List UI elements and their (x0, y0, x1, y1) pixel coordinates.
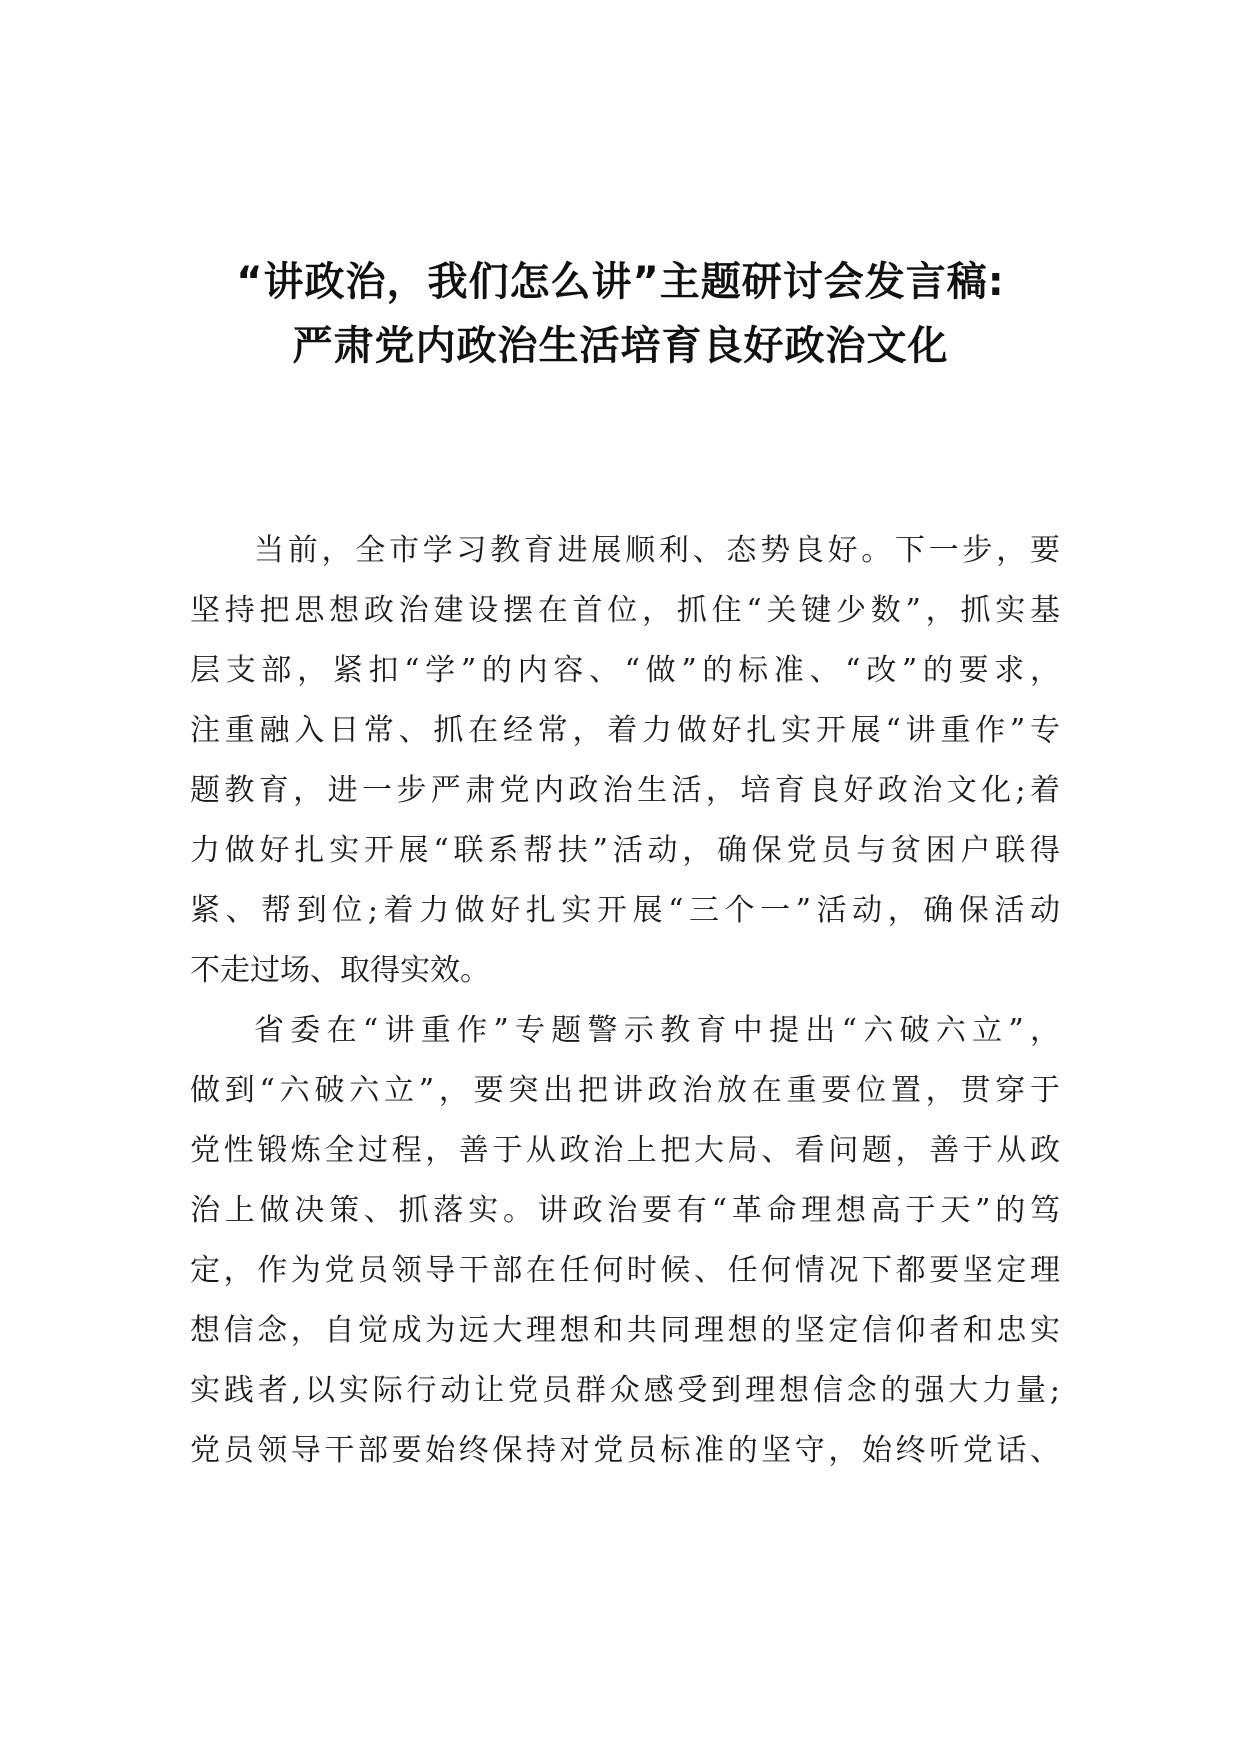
paragraph-line: 定，作为党员领导干部在任何时候、任何情况下都要坚定理 (190, 1253, 1060, 1288)
paragraph-line: 当前，全市学习教育进展顺利、态势良好。下一步，要 (254, 533, 1060, 568)
paragraph-line: 不走过场、取得实效。 (190, 953, 490, 988)
paragraph-1 (190, 521, 1060, 1001)
document-title (150, 250, 1091, 378)
paragraph-line: 省委在“讲重作”专题警示教育中提出“六破六立”， (254, 1013, 1060, 1048)
title-line-2: 严肃党内政治生活培育良好政治文化 (292, 323, 949, 369)
paragraph-line: 注重融入日常、抓在经常，着力做好扎实开展“讲重作”专 (190, 713, 1060, 748)
paragraph-line: 坚持把思想政治建设摆在首位，抓住“关键少数”，抓实基 (190, 593, 1060, 628)
paragraph-2 (190, 1001, 1060, 1481)
paragraph-line: 紧、帮到位;着力做好扎实开展“三个一”活动，确保活动 (190, 893, 1060, 928)
document-body (190, 521, 1060, 1481)
title-line-1: “讲政治，我们怎么讲”主题研讨会发言稿: (236, 259, 1005, 305)
paragraph-line: 想信念，自觉成为远大理想和共同理想的坚定信仰者和忠实 (190, 1313, 1060, 1348)
paragraph-line: 题教育，进一步严肃党内政治生活，培育良好政治文化;着 (190, 773, 1060, 808)
paragraph-line: 力做好扎实开展“联系帮扶”活动，确保党员与贫困户联得 (190, 833, 1060, 868)
paragraph-line: 做到“六破六立”，要突出把讲政治放在重要位置，贯穿于 (190, 1073, 1060, 1108)
paragraph-line: 党员领导干部要始终保持对党员标准的坚守，始终听党话、 (190, 1433, 1060, 1468)
paragraph-line: 实践者,以实际行动让党员群众感受到理想信念的强大力量; (190, 1373, 1060, 1408)
paragraph-line: 党性锻炼全过程，善于从政治上把大局、看问题，善于从政 (190, 1133, 1060, 1168)
paragraph-line: 层支部，紧扣“学”的内容、“做”的标准、“改”的要求， (190, 653, 1060, 688)
paragraph-line: 治上做决策、抓落实。讲政治要有“革命理想高于天”的笃 (190, 1193, 1060, 1228)
